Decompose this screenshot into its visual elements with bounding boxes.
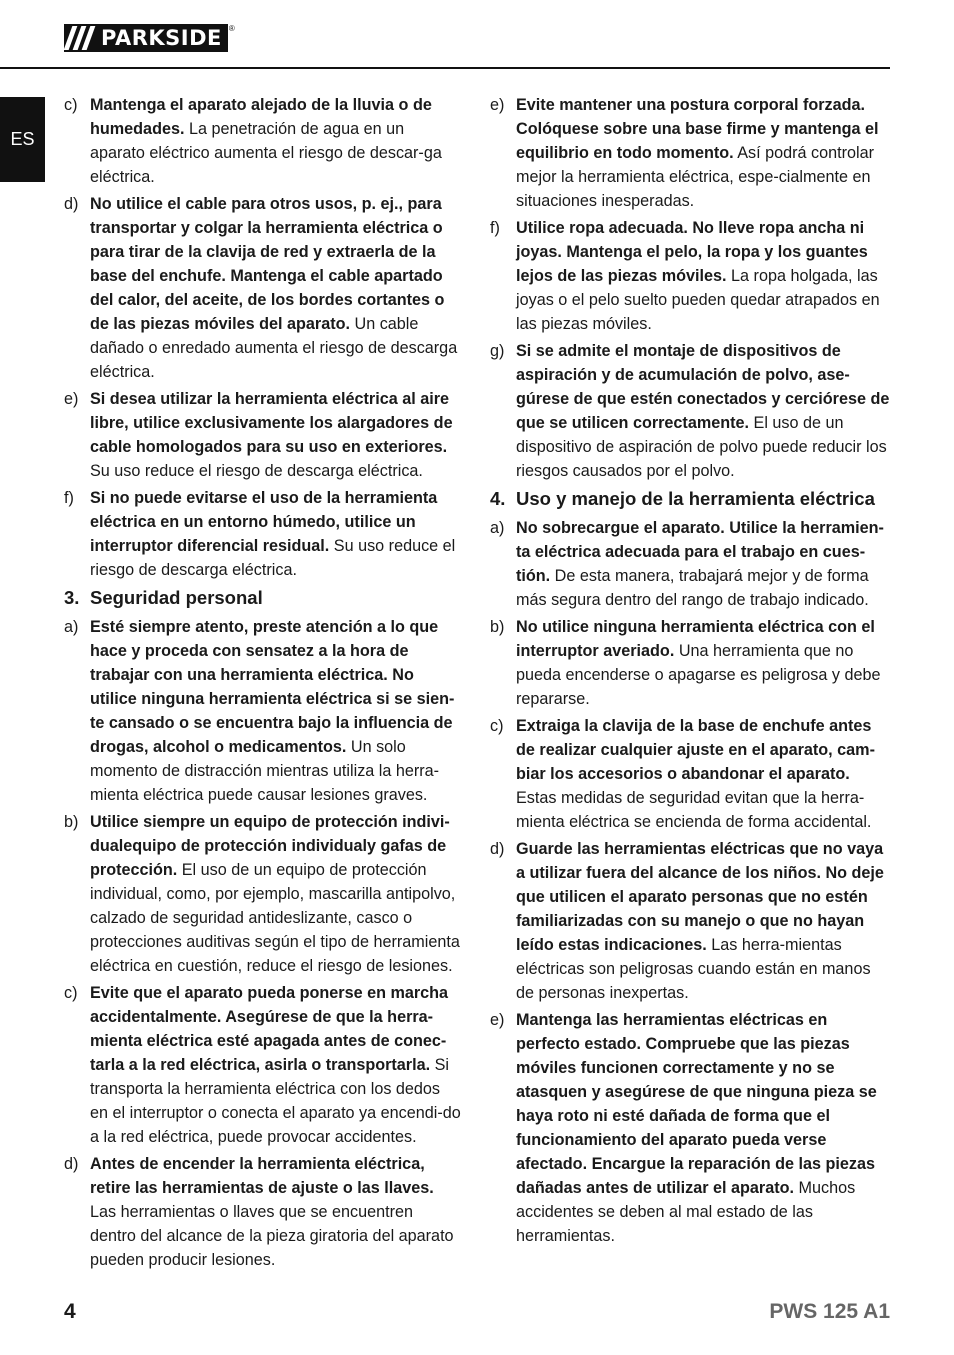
section-4-heading <box>490 487 890 511</box>
item-instruction: Si desea utilizar la herramienta eléctrica al aire libre, utilice exclusivamente los alargadores de cable homologados para su uso en exteriores. <box>90 390 453 456</box>
item-label: c) <box>64 984 78 1002</box>
item-explanation: Un cable dañado o enredado aumenta el riesgo de descarga eléctrica. <box>90 315 458 381</box>
page-number: 4 <box>64 1300 76 1323</box>
item-label: b) <box>64 813 79 831</box>
list-item <box>64 387 462 483</box>
item-text <box>516 1008 890 1248</box>
item-label: d) <box>64 195 79 213</box>
item-label: e) <box>490 96 505 114</box>
item-instruction: Antes de encender la herramienta eléctrica, retire las herramientas de ajuste o las llaves. <box>90 1155 434 1197</box>
list-section-4 <box>490 516 890 1248</box>
item-text <box>516 615 890 711</box>
item-explanation: Estas medidas de seguridad evitan que la herra-mienta eléctrica se encienda de forma accidental. <box>516 789 872 831</box>
item-text <box>90 615 462 807</box>
item-explanation: Si transporta la herramienta eléctrica con los dedos en el interruptor o conecta el aparato ya encendi-do a la red eléctrica, puede provocar accidentes. <box>90 1056 461 1146</box>
item-explanation: Las herramientas o llaves que se encuentren dentro del alcance de la pieza giratoria del aparato pueden producir lesiones. <box>90 1203 454 1269</box>
list-section-3 <box>64 615 462 1272</box>
item-instruction: Evite mantener una postura corporal forzada. Colóquese sobre una base firme y mantenga el equilibrio en todo momento. <box>516 96 879 162</box>
item-label: e) <box>64 390 79 408</box>
item-instruction: No sobrecargue el aparato. Utilice la herramien-ta eléctrica adecuada para el trabajo en cues-tión. <box>516 519 884 585</box>
item-explanation: Una herramienta que no pueda encenderse o apagarse es peligrosa y debe repararse. <box>516 642 881 708</box>
item-explanation: Su uso reduce el riesgo de descarga eléctrica. <box>90 462 423 480</box>
item-label: d) <box>490 840 505 858</box>
list-item <box>64 486 462 582</box>
item-text <box>516 516 890 612</box>
item-explanation: De esta manera, trabajará mejor y de forma más segura dentro del rango de trabajo indicado. <box>516 567 869 609</box>
item-instruction: Mantenga el aparato alejado de la lluvia o de humedades. <box>90 96 432 138</box>
item-label: b) <box>490 618 505 636</box>
item-label: f) <box>490 219 500 237</box>
item-instruction: Evite que el aparato pueda ponerse en marcha accidentalmente. Asegúrese de que la herra-mienta eléctrica esté apagada antes de conec-tarla a la red eléctrica, asirla o transportarla. <box>90 984 449 1074</box>
item-instruction: Si no puede evitarse el uso de la herramienta eléctrica en un entorno húmedo, utilice un interruptor diferencial residual. <box>90 489 438 555</box>
list-item <box>64 192 462 384</box>
item-explanation: La penetración de agua en un aparato eléctrico aumenta el riesgo de descar-ga eléctrica. <box>90 120 442 186</box>
item-label: g) <box>490 342 505 360</box>
item-instruction: Mantenga las herramientas eléctricas en perfecto estado. Compruebe que las piezas móviles funcionen correctamente y no se atasquen y asegúrese de que ninguna pieza se haya roto ni esté dañada de forma que el funcionamiento del aparato pueda verse afectado. Encargue la reparación de las piezas dañadas antes de utilizar el aparato. <box>516 1011 877 1197</box>
registered-mark: ® <box>228 24 235 33</box>
item-text <box>516 714 890 834</box>
item-label: c) <box>490 717 504 735</box>
item-instruction: Extraiga la clavija de la base de enchufe antes de realizar cualquier ajuste en el aparato, cam-biar los accesorios o abandonar el aparato. <box>516 717 875 783</box>
list-item <box>64 810 462 978</box>
list-item <box>490 714 890 834</box>
item-text <box>516 216 890 336</box>
item-label: a) <box>64 618 79 636</box>
item-instruction: Esté siempre atento, preste atención a lo que hace y proceda con sensatez a la hora de trabajar con una herramienta eléctrica. No utilice ninguna herramienta eléctrica si se sien-te cansado o se encuentra bajo la influencia de drogas, alcohol o medicamentos. <box>90 618 455 756</box>
item-explanation: El uso de un dispositivo de aspiración de polvo puede reducir los riesgos causados por el polvo. <box>516 414 887 480</box>
list-item <box>490 615 890 711</box>
item-label: d) <box>64 1155 79 1173</box>
item-text <box>90 486 462 582</box>
item-text <box>90 387 462 483</box>
item-text <box>516 837 890 1005</box>
list-item <box>64 981 462 1149</box>
list-item <box>64 1152 462 1272</box>
right-column <box>490 93 890 1251</box>
item-explanation: El uso de un equipo de protección individual, como, por ejemplo, mascarilla antipolvo, calzado de seguridad antideslizante, casco o protecciones auditivas según el tipo de herramienta eléctrica en cuestión, reduce el riesgo de lesiones. <box>90 861 460 975</box>
item-text <box>90 981 462 1149</box>
item-label: c) <box>64 96 78 114</box>
item-text <box>90 192 462 384</box>
item-text <box>90 810 462 978</box>
list-item <box>490 516 890 612</box>
item-explanation: Un solo momento de distracción mientras utiliza la herra-mienta eléctrica puede causar lesiones graves. <box>90 738 440 804</box>
section-number: 3. <box>64 587 80 608</box>
item-instruction: Utilice ropa adecuada. No lleve ropa ancha ni joyas. Mantenga el pelo, la ropa y los guantes lejos de las piezas móviles. <box>516 219 868 285</box>
list-item <box>490 93 890 213</box>
section-3-heading <box>64 586 462 610</box>
item-explanation: Las herra-mientas eléctricas son peligrosas cuando están en manos de personas inexpertas. <box>516 936 871 1002</box>
model-number: PWS 125 A1 <box>769 1300 890 1323</box>
item-explanation: La ropa holgada, las joyas o el pelo suelto pueden quedar atrapados en las piezas móviles. <box>516 267 880 333</box>
list-top-right <box>490 93 890 483</box>
item-label: a) <box>490 519 505 537</box>
item-explanation: Así podrá controlar mejor la herramienta eléctrica, espe-cialmente en situaciones inesperadas. <box>516 144 874 210</box>
language-tab: ES <box>0 97 45 182</box>
section-title: Seguridad personal <box>90 587 263 608</box>
list-item <box>490 216 890 336</box>
parkside-logo <box>64 24 235 52</box>
item-explanation: Muchos accidentes se deben al mal estado de las herramientas. <box>516 1179 856 1245</box>
left-column <box>64 93 462 1275</box>
item-instruction: No utilice el cable para otros usos, p. ej., para transportar y colgar la herramienta eléctrica o para tirar de la clavija de red y extraerla de la base del enchufe. Mantenga el cable apartado del calor, del aceite, de los bordes cortantes o de las piezas móviles del aparato. <box>90 195 445 333</box>
item-label: f) <box>64 489 74 507</box>
item-text <box>90 93 462 189</box>
section-number: 4. <box>490 488 506 509</box>
item-label: e) <box>490 1011 505 1029</box>
header-divider <box>0 67 890 69</box>
item-instruction: Si se admite el montaje de dispositivos de aspiración y de acumulación de polvo, ase-gúrese de que estén conectados y cerciórese de que se utilicen correctamente. <box>516 342 890 432</box>
list-top-left <box>64 93 462 582</box>
item-instruction: No utilice ninguna herramienta eléctrica con el interruptor averiado. <box>516 618 875 660</box>
item-text <box>90 1152 462 1272</box>
list-item <box>490 1008 890 1248</box>
item-explanation: Su uso reduce el riesgo de descarga eléctrica. <box>90 537 456 579</box>
item-text <box>516 339 890 483</box>
list-item <box>64 93 462 189</box>
section-title: Uso y manejo de la herramienta eléctrica <box>516 488 875 509</box>
item-text <box>516 93 890 213</box>
list-item <box>64 615 462 807</box>
item-instruction: Utilice siempre un equipo de protección indivi-dualequipo de protección individualy gafas de protección. <box>90 813 450 879</box>
logo-slashes-icon <box>64 24 97 52</box>
list-item <box>490 339 890 483</box>
logo-brand-text: PARKSIDE <box>97 24 228 52</box>
item-instruction: Guarde las herramientas eléctricas que no vaya a utilizar fuera del alcance de los niños. No deje que utilicen el aparato personas que no estén familiarizadas con su manejo o que no hayan leído estas indicaciones. <box>516 840 884 954</box>
list-item <box>490 837 890 1005</box>
